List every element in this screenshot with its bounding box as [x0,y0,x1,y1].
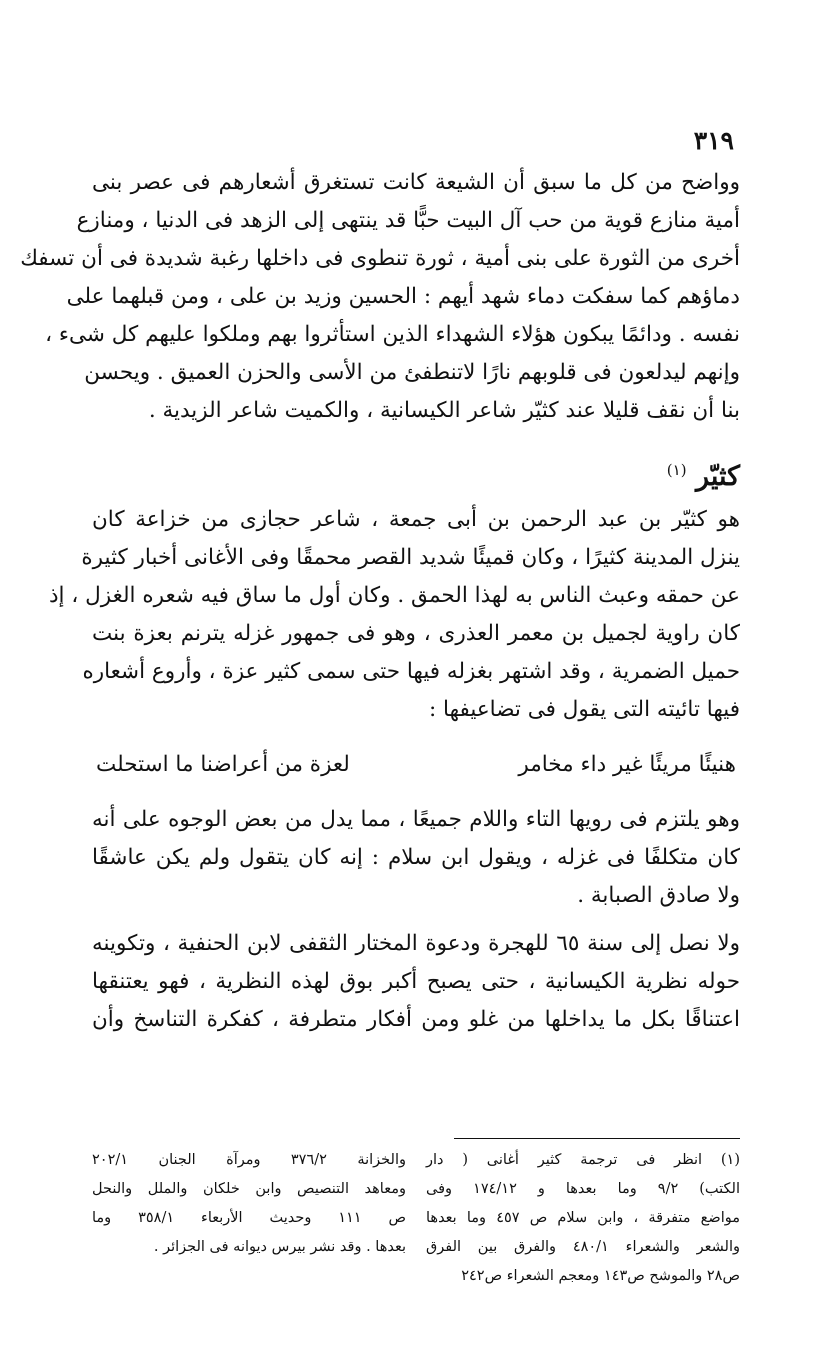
paragraph-line: ولا صادق الصبابة . [577,883,740,908]
paragraph-line: عن حمقه وعبث الناس به لهذا الحمق . وكان أول ما ساق فيه شعره الغزل ، إذ [48,583,740,608]
paragraph-line: أخرى من الثورة على بنى أمية ، ثورة تنطوى فى داخلها رغبة شديدة فى أن تسفك [20,246,740,271]
footnote-line: ص٢٨ والموشح ص١٤٣ ومعجم الشعراء ص٢٤٢ [461,1268,740,1284]
paragraph-line: بنا أن نقف قليلا عند كثيّر شاعر الكيسانية ، والكميت شاعر الزيدية . [148,398,740,423]
paragraph-line: حوله نظرية الكيسانية ، حتى يصبح أكبر بوق لهذه النظرية ، فهو يعتنقها [92,969,740,994]
paragraph-line: هو كثيّر بن عبد الرحمن بن أبى جمعة ، شاعر حجازى من خزاعة كان [92,507,740,532]
footnote-line: والخزانة ٣٧٦/٢ ومرآة الجنان ٢٠٢/١ [92,1152,406,1168]
footnote-line: ص ١١١ وحديث الأربعاء ٣٥٨/١ وما [92,1210,407,1226]
footnote-line: والشعر والشعراء ٤٨٠/١ والفرق بين الفرق [426,1239,740,1255]
paragraph-line: فيها تائيته التى يقول فى تضاعيفها : [428,697,740,722]
paragraph-line: وإنهم ليدلعون فى قلوبهم نارًا لاتنطفئ من الأسى والحزن العميق . ويحسن [84,360,740,385]
closing-paragraph [92,925,740,1039]
footnote-line: بعدها . وقد نشر بيرس ديوانه فى الجزائر . [153,1239,406,1255]
paragraph-line: دماؤهم كما سفكت دماء شهد أيهم : الحسين وزيد بن على ، ومن قبلهما على [66,284,740,309]
paragraph-line: حميل الضمرية ، وقد اشتهر بغزله فيها حتى سمى كثير عزة ، وأروع أشعاره [82,659,740,684]
intro-paragraph [20,164,740,430]
paragraph-line: ينزل المدينة كثيرًا ، وكان قميئًا شديد القصر محمقًا وفى الأغانى أخبار كثيرة [81,545,740,570]
footnote-reference: (١) [666,461,687,479]
section-heading-text: كثيّر [695,461,740,492]
footnote-column-left [92,1146,406,1291]
page-number: ٣١٩ [693,126,734,155]
footnote-line: مواضع متفرقة ، وابن سلام ص ٤٥٧ وما بعدها [426,1210,740,1226]
verse-second-hemistich: لعزة من أعراضنا ما استحلت [96,752,350,777]
poetry-verse [92,745,740,785]
paragraph-line: ولا نصل إلى سنة ٦٥ للهجرة ودعوة المختار الثقفى لابن الحنفية ، وتكوينه [92,931,740,956]
footnote-column-right [426,1146,740,1291]
paragraph-line: نفسه . ودائمًا يبكون هؤلاء الشهداء الذين استأثروا بهم وملكوا عليهم كل شىء ، [45,322,740,347]
footnote-divider [454,1138,740,1139]
footnote-line: (١) انظر فى ترجمة كثير أغانى ( دار [426,1152,740,1168]
footnote-line: الكتب) ٩/٢ وما بعدها و ١٧٤/١٢ وفى [426,1181,740,1197]
paragraph-line: كان متكلفًا فى غزله ، ويقول ابن سلام : إنه كان يتقول ولم يكن عاشقًا [92,845,740,870]
paragraph-line: أمية منازع قوية من حب آل البيت حبًّا قد ينتهى إلى الزهد فى الدنيا ، ومنازع [76,208,740,233]
paragraph-line: وهو يلتزم فى رويها التاء واللام جميعًا ، مما يدل من بعض الوجوه على أنه [92,807,740,832]
section-paragraph [48,501,740,729]
verse-first-hemistich: هنيئًا مريئًا غير داء مخامر [518,752,736,777]
footnote-line: ومعاهد التنصيص وابن خلكان والملل والنحل [92,1181,406,1197]
footnotes [92,1146,740,1291]
paragraph-line: وواضح من كل ما سبق أن الشيعة كانت تستغرق أشعارهم فى عصر بنى [92,170,740,195]
section-heading [92,452,740,495]
after-verse-paragraph [92,801,740,915]
paragraph-line: كان راوية لجميل بن معمر العذرى ، وهو فى جمهور غزله يترنم بعزة بنت [92,621,740,646]
paragraph-line: اعتناقًا بكل ما يداخلها من غلو ومن أفكار متطرفة ، كفكرة التناسخ وأن [92,1007,740,1032]
